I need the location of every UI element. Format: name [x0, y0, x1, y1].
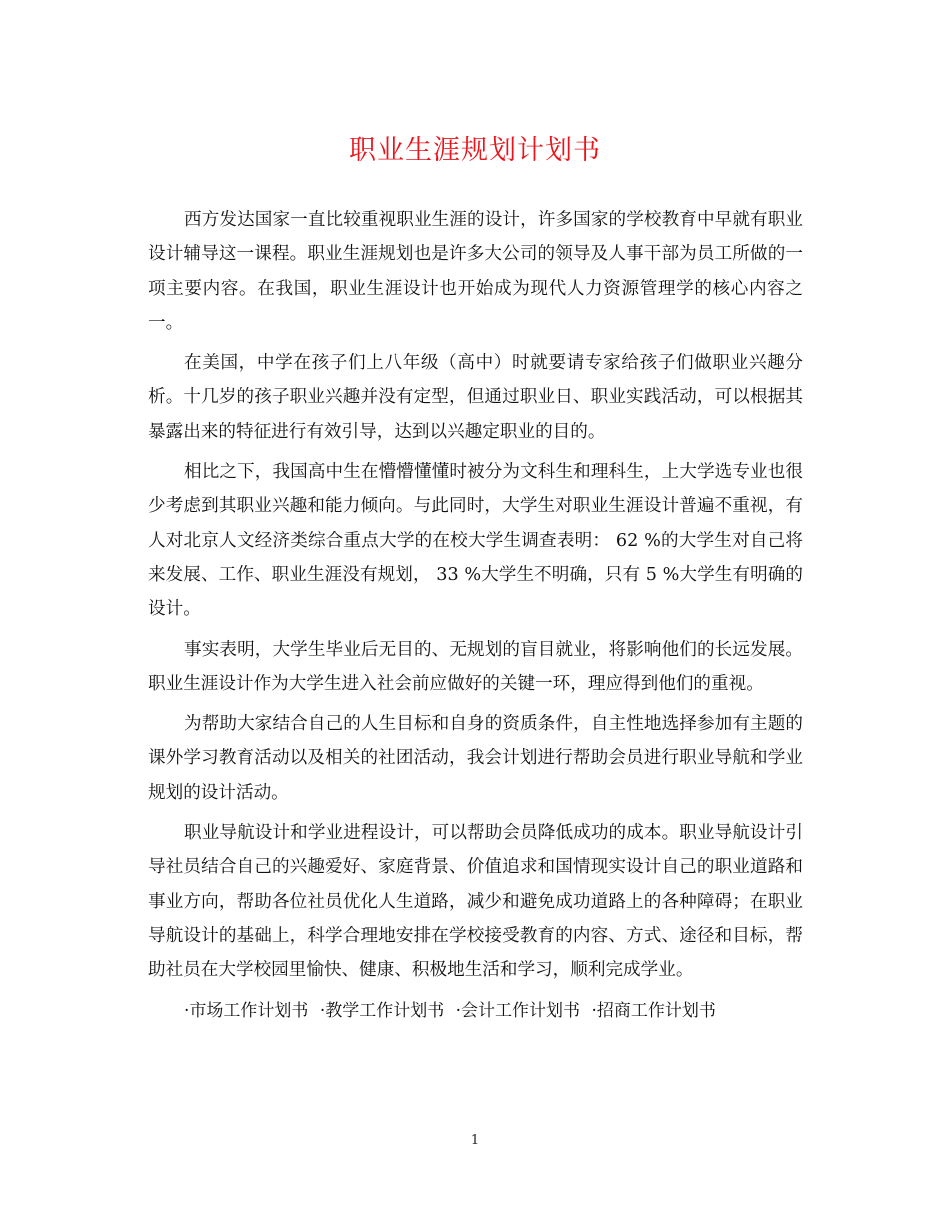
related-link-marketing-plan[interactable]: ·市场工作计划书 — [184, 1000, 309, 1021]
paragraph-1: 西方发达国家一直比较重视职业生涯的设计，许多国家的学校教育中早就有职业设计辅导这一课程。职业生涯规划也是许多大公司的领导及人事干部为员工所做的一项主要内容。在我国，职业生涯设计也开始成为现代人力资源管理学的核心内容之一。 — [148, 210, 803, 333]
paragraph-4: 事实表明，大学生毕业后无目的、无规划的盲目就业，将影响他们的长远发展。职业生涯设计作为大学生进入社会前应做好的关键一环，理应得到他们的重视。 — [148, 639, 803, 694]
paragraph-5: 为帮助大家结合自己的人生目标和自身的资质条件，自主性地选择参加有主题的课外学习教育活动以及相关的社团活动，我会计划进行帮助会员进行职业导航和学业规划的设计活动。 — [148, 714, 803, 803]
paragraph-6: 职业导航设计和学业进程设计，可以帮助会员降低成功的成本。职业导航设计引导社员结合自己的兴趣爱好、家庭背景、价值追求和国情现实设计自己的职业道路和事业方向，帮助各位社员优化人生道路，减少和避免成功道路上的各种障碍；在职业导航设计的基础上，科学合理地安排在学校接受教育的内容、方式、途径和目标，帮助社员在大学校园里愉快、健康、积极地生活和学习，顺利完成学业。 — [148, 823, 803, 981]
paragraph-3: 相比之下，我国高中生在懵懵懂懂时被分为文科生和理科生，上大学选专业也很少考虑到其职业兴趣和能力倾向。与此同时，大学生对职业生涯设计普遍不重视，有人对北京人文经济类综合重点大学的在校大学生调查表明： 62 %的大学生对自己将来发展、工作、职业生涯没有规划， 33 %大学生不明确，只有 5 %大学生有明确的设计。 — [148, 462, 803, 620]
paragraph-2: 在美国，中学在孩子们上八年级（高中）时就要请专家给孩子们做职业兴趣分析。十几岁的孩子职业兴趣并没有定型，但通过职业日、职业实践活动，可以根据其暴露出来的特征进行有效引导，达到以兴趣定职业的目的。 — [148, 353, 803, 442]
related-link-teaching-plan[interactable]: ·教学工作计划书 — [319, 1000, 445, 1021]
related-links — [148, 994, 803, 1028]
related-link-accounting-plan[interactable]: ·会计工作计划书 — [455, 1000, 581, 1021]
related-link-investment-plan[interactable]: ·招商工作计划书 — [591, 1000, 716, 1021]
page-number: 1 — [470, 1133, 480, 1148]
document-title: 职业生涯规划计划书 — [349, 135, 601, 166]
document-body — [148, 203, 803, 1028]
